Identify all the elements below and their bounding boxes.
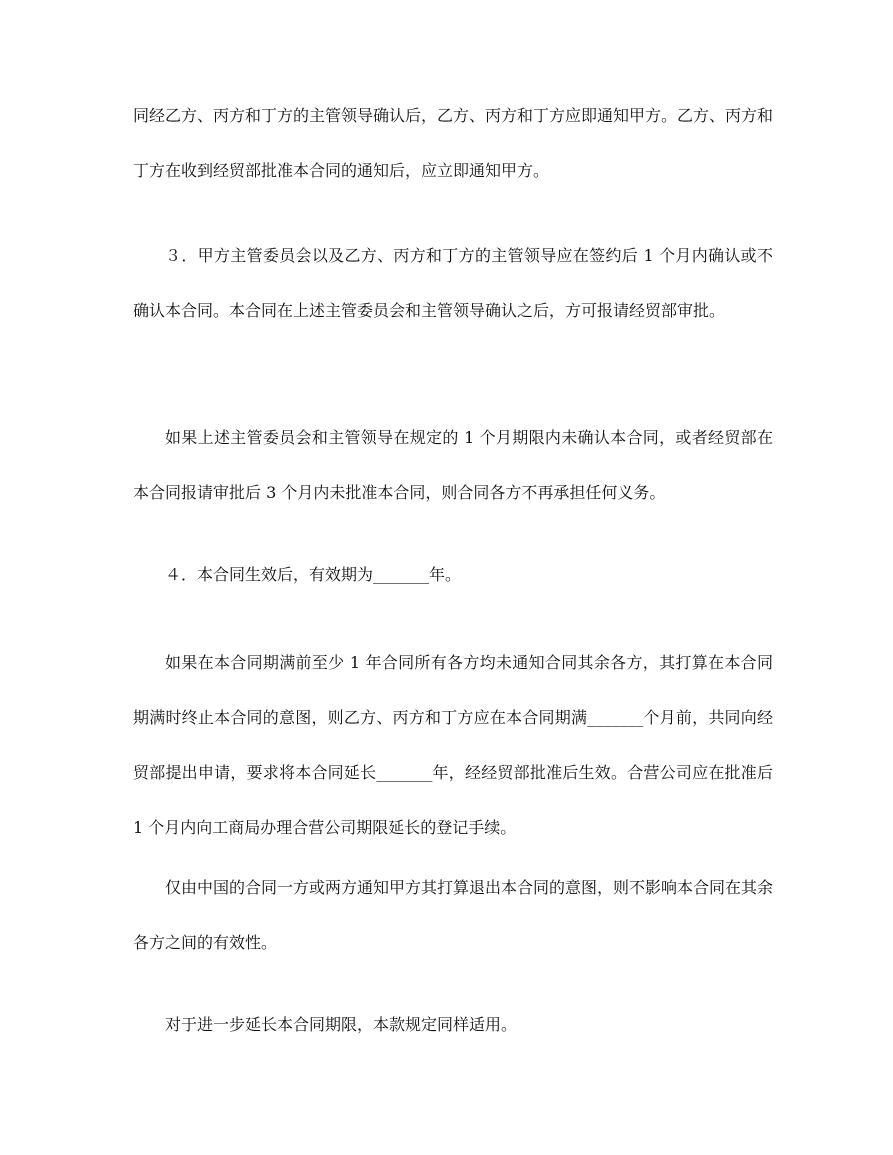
- paragraph-clause-4: ４．本合同生效后，有效期为_______年。: [165, 565, 462, 584]
- paragraph-clause-3: ３．甲方主管委员会以及乙方、丙方和丁方的主管领导应在签约后 1 个月内确认或不确认本合同。本合同在上述主管委员会和主管领导确认之后，方可报请经贸部审批。: [133, 246, 773, 320]
- paragraph-extension: 如果在本合同期满前至少 1 年合同所有各方均未通知合同其余各方，其打算在本合同期满时终止本合同的意图，则乙方、丙方和丁方应在本合同期满_______个月前，共同向经贸部提出申请，要求将本合同延长_______年，经经贸部批准后生效。合营公司应在批准后 1 个月内向工商局办理合营公司期限延长的登记手续。: [133, 653, 773, 837]
- paragraph-withdrawal: 仅由中国的合同一方或两方通知甲方其打算退出本合同的意图，则不影响本合同在其余各方之间的有效性。: [133, 878, 774, 952]
- paragraph-further-extension: 对于进一步延长本合同期限，本款规定同样适用。: [165, 1015, 518, 1034]
- paragraph-approval-notice: 同经乙方、丙方和丁方的主管领导确认后，乙方、丙方和丁方应即通知甲方。乙方、丙方和丁方在收到经贸部批准本合同的通知后，应立即通知甲方。: [133, 106, 774, 180]
- paragraph-non-confirmation: 如果上述主管委员会和主管领导在规定的 1 个月期限内未确认本合同，或者经贸部在本合同报请审批后 3 个月内未批准本合同，则合同各方不再承担任何义务。: [133, 428, 773, 502]
